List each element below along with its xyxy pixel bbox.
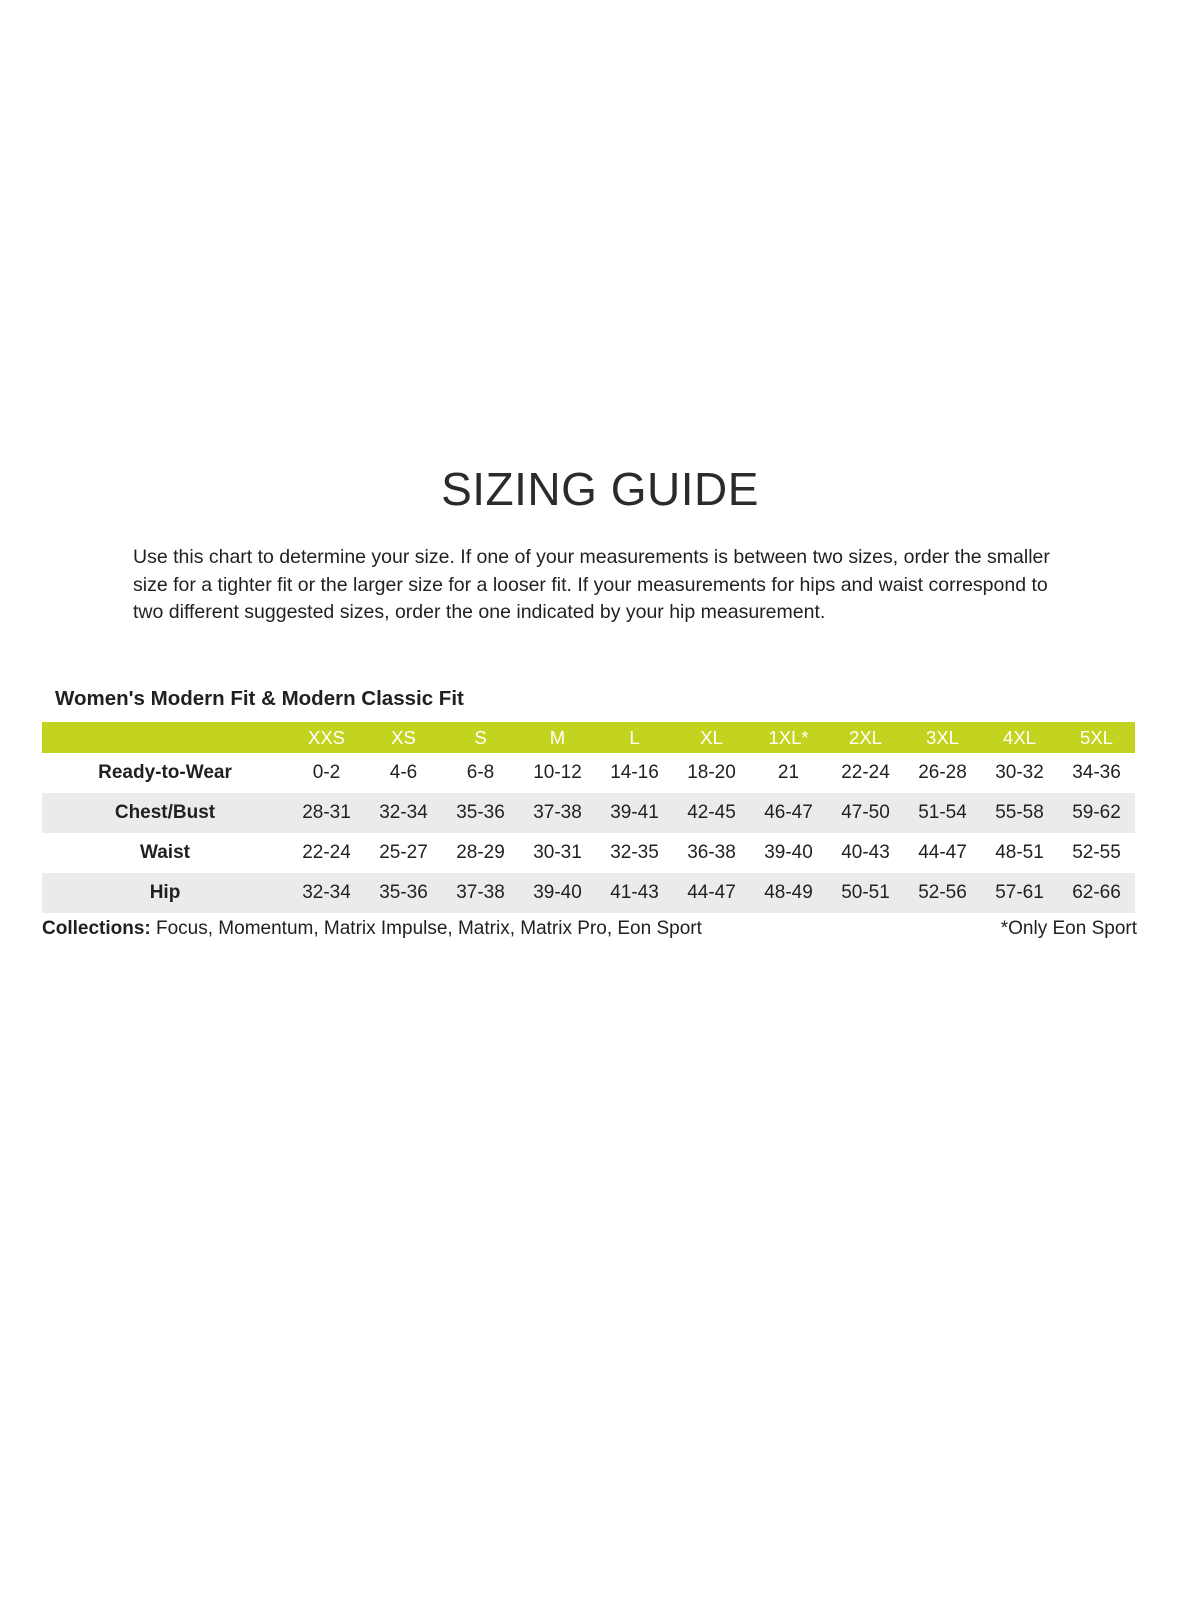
size-header-cell: 1XL*	[750, 722, 827, 753]
table-cell: 30-32	[995, 762, 1044, 784]
size-header-cell: L	[596, 722, 673, 753]
table-cell: 0-2	[312, 762, 341, 784]
table-cell: 52-55	[1072, 842, 1121, 864]
table-row-waist	[42, 833, 1135, 873]
table-cell: 39-40	[533, 882, 582, 904]
table-cell: 44-47	[918, 842, 967, 864]
table-cell: 48-49	[764, 882, 813, 904]
table-cell: 41-43	[610, 882, 659, 904]
row-label: Waist	[140, 842, 190, 864]
table-cell: 18-20	[687, 762, 736, 784]
table-cell: 30-31	[533, 842, 582, 864]
table-cell: 22-24	[302, 842, 351, 864]
table-cell: 37-38	[533, 802, 582, 824]
section-heading-womens-modern-fit: Women's Modern Fit & Modern Classic Fit	[55, 687, 464, 711]
size-header-cell: XS	[365, 722, 442, 753]
table-row-chest-bust	[42, 793, 1135, 833]
size-header-cell: 2XL	[827, 722, 904, 753]
table-cell: 10-12	[533, 762, 582, 784]
table-cell: 51-54	[918, 802, 967, 824]
table-cell: 39-41	[610, 802, 659, 824]
page-title: SIZING GUIDE	[441, 463, 759, 515]
table-cell: 62-66	[1072, 882, 1121, 904]
size-header-row	[42, 722, 1135, 753]
table-cell: 28-31	[302, 802, 351, 824]
row-label: Ready-to-Wear	[98, 762, 232, 784]
table-cell: 28-29	[456, 842, 505, 864]
size-header-cell: XXS	[288, 722, 365, 753]
footnote-only-eon-sport: *Only Eon Sport	[1000, 918, 1137, 940]
table-cell: 48-51	[995, 842, 1044, 864]
table-cell: 6-8	[466, 762, 495, 784]
table-cell: 35-36	[379, 882, 428, 904]
table-cell: 25-27	[379, 842, 428, 864]
table-cell: 32-34	[302, 882, 351, 904]
sizing-table	[42, 722, 1135, 913]
size-header-cell: S	[442, 722, 519, 753]
table-cell: 36-38	[687, 842, 736, 864]
size-header-cell: 4XL	[981, 722, 1058, 753]
size-header-spacer	[42, 722, 288, 753]
table-row-hip	[42, 873, 1135, 913]
table-cell: 39-40	[764, 842, 813, 864]
table-cell: 22-24	[841, 762, 890, 784]
sizing-table-container	[42, 722, 1135, 913]
row-label: Hip	[149, 882, 181, 904]
table-cell: 32-34	[379, 802, 428, 824]
table-cell: 57-61	[995, 882, 1044, 904]
size-header-cell: 5XL	[1058, 722, 1135, 753]
table-cell: 37-38	[456, 882, 505, 904]
table-cell: 47-50	[841, 802, 890, 824]
table-cell: 42-45	[687, 802, 736, 824]
row-label: Chest/Bust	[114, 802, 216, 824]
table-row-ready-to-wear	[42, 753, 1135, 793]
collections-footer	[42, 918, 1137, 940]
table-cell: 14-16	[610, 762, 659, 784]
size-header-cell: 3XL	[904, 722, 981, 753]
table-cell: 40-43	[841, 842, 890, 864]
table-cell: 55-58	[995, 802, 1044, 824]
intro-paragraph: Use this chart to determine your size. If one of your measurements is between two sizes, order the smaller size for a tighter fit or the larger size for a looser fit. If your measurements for hips and waist correspond to two different suggested sizes, order the one indicated by your hip measurement.	[133, 546, 1050, 624]
collections-label: Collections:	[42, 918, 151, 940]
size-header-cell: M	[519, 722, 596, 753]
collections-line	[42, 918, 702, 940]
table-cell: 50-51	[841, 882, 890, 904]
table-cell: 21	[777, 762, 800, 784]
table-cell: 32-35	[610, 842, 659, 864]
table-cell: 59-62	[1072, 802, 1121, 824]
collections-list: Focus, Momentum, Matrix Impulse, Matrix, Matrix Pro, Eon Sport	[150, 918, 702, 940]
table-cell: 34-36	[1072, 762, 1121, 784]
table-cell: 4-6	[389, 762, 418, 784]
table-cell: 44-47	[687, 882, 736, 904]
table-cell: 52-56	[918, 882, 967, 904]
table-cell: 35-36	[456, 802, 505, 824]
size-header-cell: XL	[673, 722, 750, 753]
table-cell: 26-28	[918, 762, 967, 784]
table-cell: 46-47	[764, 802, 813, 824]
